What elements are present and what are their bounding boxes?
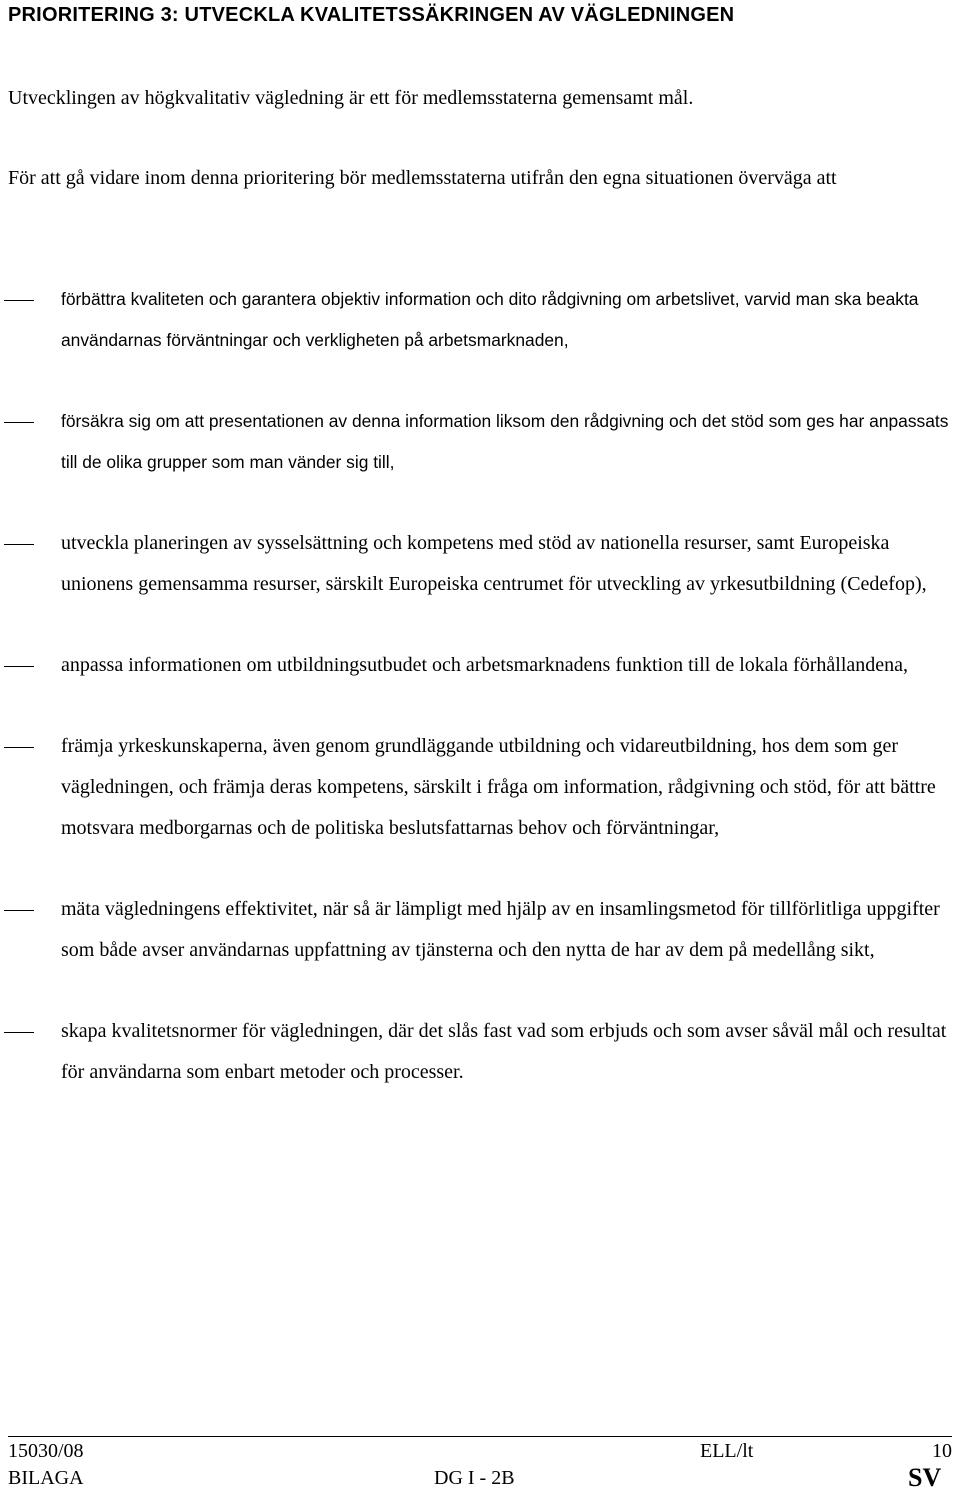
list-item-text: skapa kvalitetsnormer för vägledningen, där det slås fast vad som erbjuds och som avser såväl mål och resultat för användarna som enbart metoder och processer. <box>61 1020 947 1083</box>
list-item <box>0 279 950 361</box>
list-item <box>0 889 950 971</box>
section-heading: PRIORITERING 3: UTVECKLA KVALITETSSÄKRINGEN AV VÄGLEDNINGEN <box>8 4 735 26</box>
list-item <box>0 1011 950 1093</box>
footer-annex: BILAGA <box>8 1467 84 1489</box>
list-item-text: försäkra sig om att presentationen av denna information liksom den rådgivning och det stöd som ges har anpassats till de olika grupper som man vänder sig till, <box>61 411 949 472</box>
list-item-text: mäta vägledningens effektivitet, när så är lämpligt med hjälp av en insamlingsmetod för tillförlitliga uppgifter som både avser användarnas uppfattning av tjänsterna och den nytta de har av dem på medellång sikt, <box>61 898 940 961</box>
list-item-text: främja yrkeskunskaperna, även genom grundläggande utbildning och vidareutbildning, hos dem som ger vägledningen, och främja deras kompetens, särskilt i fråga om information, rådgivning och stöd, för att bättre motsvara medborgarnas och de politiska beslutsfattarnas behov och förväntningar, <box>61 735 936 839</box>
measures-list <box>0 279 950 1133</box>
list-item-text: utveckla planeringen av sysselsättning och kompetens med stöd av nationella resurser, samt Europeiska unionens gemensamma resurser, särskilt Europeiska centrumet för utveckling av yrkesutbildning (Cedefop), <box>61 532 927 595</box>
list-item-text: förbättra kvaliteten och garantera objektiv information och dito rådgivning om arbetslivet, varvid man ska beakta användarnas förväntningar och verkligheten på arbetsmarknaden, <box>61 289 919 350</box>
footer-doc-ref: 15030/08 <box>8 1440 84 1462</box>
intro-paragraph: Utvecklingen av högkvalitativ vägledning är ett för medlemsstaterna gemensamt mål. <box>8 87 694 109</box>
footer-author: ELL/lt <box>700 1440 754 1462</box>
list-item-text: anpassa informationen om utbildningsutbudet och arbetsmarknadens funktion till de lokala förhållandena, <box>61 654 909 676</box>
footer-dg: DG I - 2B <box>434 1467 515 1489</box>
footer-divider <box>8 1436 952 1437</box>
list-item <box>0 726 950 849</box>
list-item <box>0 645 950 686</box>
list-item <box>0 401 950 483</box>
footer-language: SV <box>908 1463 942 1492</box>
lead-in-paragraph: För att gå vidare inom denna prioritering bör medlemsstaterna utifrån den egna situationen överväga att <box>8 167 837 189</box>
footer-page-number: 10 <box>932 1440 952 1462</box>
list-item <box>0 523 950 605</box>
